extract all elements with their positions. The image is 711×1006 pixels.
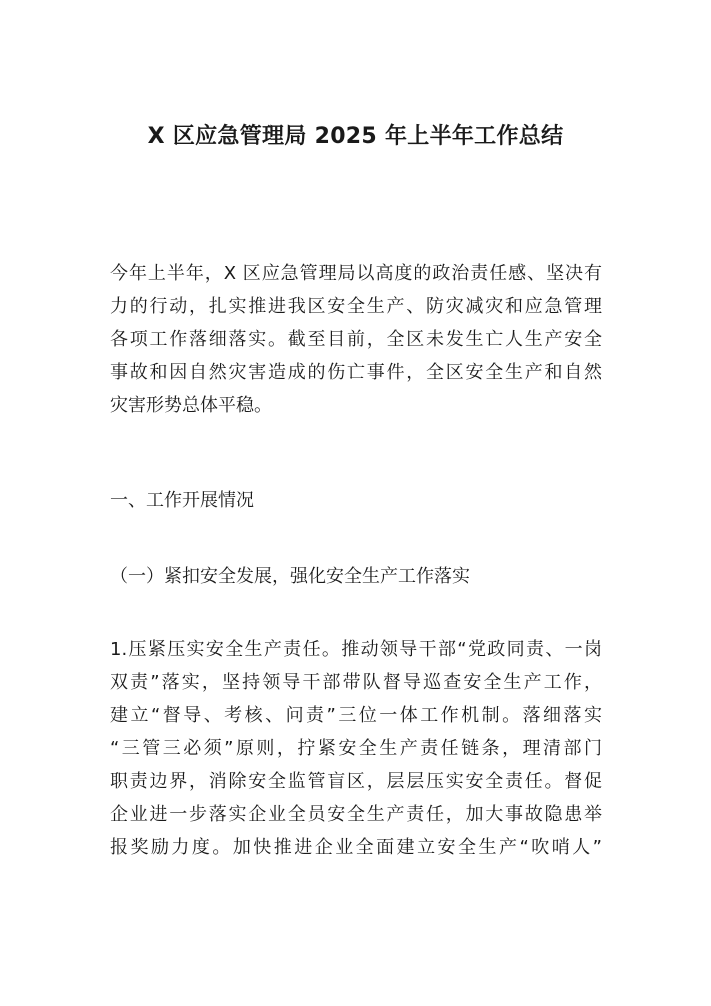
intro-line: 灾害形势总体平稳。 [110, 395, 272, 416]
intro-paragraph [110, 257, 602, 422]
body-paragraph [110, 633, 602, 864]
intro-line: 事故和因自然灾害造成的伤亡事件，全区安全生产和自然 [110, 362, 602, 383]
body-line: 报奖励力度。加快推进企业全面建立安全生产“吹哨人” [110, 837, 602, 858]
intro-line: 各项工作落细落实。截至目前，全区未发生亡人生产安全 [110, 329, 602, 350]
subsection-heading: （一）紧扣安全发展，强化安全生产工作落实 [110, 566, 470, 587]
body-line: 双责”落实，坚持领导干部带队督导巡查安全生产工作， [110, 672, 602, 693]
body-line: 建立“督导、考核、问责”三位一体工作机制。落细落实 [110, 705, 602, 726]
body-line: 企业进一步落实企业全员安全生产责任，加大事故隐患举 [110, 804, 602, 825]
body-line: “三管三必须”原则，拧紧安全生产责任链条，理清部门 [110, 738, 602, 759]
document-title: X 区应急管理局 2025 年上半年工作总结 [147, 124, 564, 149]
intro-line: 力的行动，扎实推进我区安全生产、防灾减灾和应急管理 [110, 296, 602, 317]
intro-line: 今年上半年，X 区应急管理局以高度的政治责任感、坚决有 [110, 263, 602, 284]
body-line: 职责边界，消除安全监管盲区，层层压实安全责任。督促 [110, 771, 602, 792]
section-heading: 一、工作开展情况 [110, 490, 254, 511]
body-line: 1.压紧压实安全生产责任。推动领导干部“党政同责、一岗 [110, 639, 602, 660]
